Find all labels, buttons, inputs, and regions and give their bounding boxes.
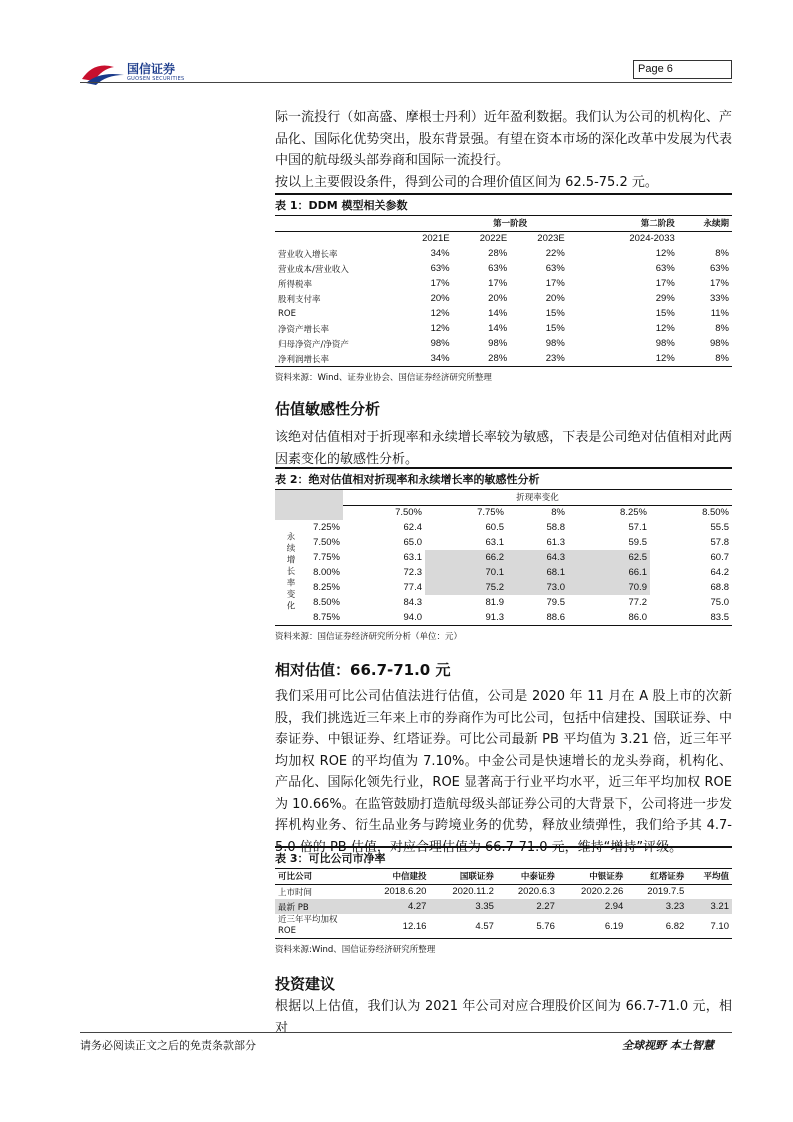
intro-conclusion: 按以上主要假设条件，得到公司的合理价值区间为 62.5-75.2 元。 <box>275 175 658 190</box>
table-row <box>275 306 732 321</box>
column-header: 中银证券 <box>589 872 624 883</box>
table-cell: 70.1 <box>425 565 507 580</box>
section-heading: 相对估值：66.7-71.0 元 <box>275 661 451 679</box>
column-header: 2022E <box>453 231 511 246</box>
table-cell: 63% <box>430 263 450 274</box>
table-cell: 88.6 <box>546 612 565 623</box>
advice-paragraph: 根据以上估值，我们认为 2021 年公司对应合理股价区间为 66.7-71.0 元，相对 <box>275 999 732 1036</box>
section-heading: 估值敏感性分析 <box>275 400 381 418</box>
table-cell: 8% <box>715 248 729 259</box>
table-cell: 63.1 <box>403 552 422 563</box>
table-source: 资料来源：国信证券经济研究所分析（单位：元） <box>275 632 463 642</box>
table-cell: 15% <box>545 308 565 319</box>
column-header: 2021E <box>395 231 453 246</box>
table-cell: 4.57 <box>475 920 494 932</box>
row-label: 净资产增长率 <box>278 324 330 335</box>
table-row <box>275 276 732 291</box>
table-cell: 20% <box>488 293 508 304</box>
table-row <box>275 246 732 261</box>
table-cell: 17% <box>545 278 565 289</box>
row-label: 7.50% <box>313 537 340 548</box>
table-cell: 91.3 <box>485 612 504 623</box>
row-label: 最新 PB <box>278 902 309 913</box>
table-cell: 33% <box>709 293 729 304</box>
table-cell: 28% <box>488 353 508 364</box>
table-cell: 60.5 <box>485 522 504 533</box>
column-group-label: 折现率变化 <box>516 493 559 504</box>
table-cell: 98% <box>488 338 508 349</box>
row-label: 营业成本/营业收入 <box>278 264 349 275</box>
table-cell: 75.0 <box>710 597 729 608</box>
table-row <box>275 595 732 610</box>
table-cell: 23% <box>545 353 565 364</box>
table-cell: 20% <box>545 293 565 304</box>
table-cell: 73.0 <box>507 580 568 595</box>
table-cell: 4.27 <box>407 901 427 912</box>
table-cell: 34% <box>430 353 450 364</box>
table-row <box>275 610 732 625</box>
table-title: 表 2：绝对估值相对折现率和永续增长率的敏感性分析 <box>275 473 540 486</box>
table-cell: 84.3 <box>403 597 422 608</box>
column-header: 红塔证券 <box>650 872 685 883</box>
table-cell: 12% <box>655 323 675 334</box>
table-cell: 58.8 <box>546 522 565 533</box>
table-row <box>275 580 732 595</box>
table-cell: 2.94 <box>604 901 624 912</box>
row-label: 净利润增长率 <box>278 354 330 365</box>
group-header: 第一阶段 <box>493 219 528 230</box>
table-cell: 65.0 <box>403 537 422 548</box>
row-label: 7.75% <box>313 552 340 563</box>
table-row <box>275 550 732 565</box>
table-row <box>275 321 732 336</box>
table-cell: 12% <box>430 323 450 334</box>
row-label: 营业收入增长率 <box>278 249 338 260</box>
ddm-table <box>275 193 732 383</box>
table-cell <box>687 884 732 899</box>
table-cell: 75.2 <box>425 580 507 595</box>
table-row <box>275 884 732 899</box>
row-label: 8.50% <box>313 597 340 608</box>
table-row <box>275 565 732 580</box>
row-label: ROE <box>278 308 296 319</box>
table-cell: 3.35 <box>475 901 494 912</box>
row-label: 8.25% <box>313 582 340 593</box>
column-header: 国联证券 <box>459 872 494 883</box>
table-cell: 2.27 <box>536 901 555 912</box>
table-row <box>275 351 732 366</box>
table-cell: 3.23 <box>665 901 685 912</box>
table-row <box>275 291 732 306</box>
row-label: 7.25% <box>313 522 340 533</box>
table-cell: 77.4 <box>403 582 422 593</box>
column-header: 8.50% <box>650 505 732 520</box>
column-header: 2024-2033 <box>568 231 678 246</box>
table-cell: 6.82 <box>665 920 685 932</box>
table-cell: 63% <box>488 263 508 274</box>
table-cell: 59.5 <box>628 537 647 548</box>
table-row <box>275 336 732 351</box>
footer-slogan: 全球视野 本土智慧 <box>622 1039 714 1052</box>
header-divider <box>80 82 732 83</box>
row-label: 股利支付率 <box>278 294 321 305</box>
column-header: 可比公司 <box>278 872 313 883</box>
table-cell: 2020.6.3 <box>517 886 555 898</box>
column-header: 2023E <box>510 231 568 246</box>
table-cell: 2020.11.2 <box>452 886 494 898</box>
column-header: 7.75% <box>425 505 507 520</box>
relative-valuation-paragraph: 我们采用可比公司估值法进行估值，公司是 2020 年 11 月在 A 股上市的次新股，我们挑选近三年来上市的券商作为可比公司，包括中信建投、国联证券、中泰证券、中银证券、红塔证券。可比公司最新 PB 平均值为 3.21 倍，近三年平均加权 ROE 的平均值为 7.10%。中金公司是快速增长的龙头券商，机构化、产品化、国际化领先行业，ROE 显著高于行业平均水平，近三年平均加权 ROE 为 10.66%。在监管鼓励打造航母级头部证券公司的大背景下，公司将进一步发挥机构业务、衍生品业务与跨境业务的优势，释放业绩弹性，我们给予其 4.7-5.0 倍的 PB 估值，对应合理估值为 66.7-71.0 元，维持“增持”评级。 <box>275 689 732 855</box>
row-label: 上市时间 <box>278 887 313 898</box>
table-cell: 20% <box>430 293 450 304</box>
table-cell: 68.1 <box>507 565 568 580</box>
column-header: 中信建投 <box>392 872 427 883</box>
comparable-table <box>275 846 732 955</box>
row-label: 所得税率 <box>278 279 313 290</box>
table-row <box>275 914 732 938</box>
column-header: 中泰证券 <box>520 872 555 883</box>
table-cell: 15% <box>545 323 565 334</box>
table-cell: 2019.7.5 <box>647 886 685 898</box>
sensitivity-paragraph: 该绝对估值相对于折现率和永续增长率较为敏感，下表是公司绝对估值相对此两因素变化的敏感性分析。 <box>275 430 732 467</box>
table-cell: 8% <box>715 353 729 364</box>
table-cell: 66.1 <box>568 565 650 580</box>
table-cell: 7.10 <box>710 920 729 932</box>
row-label: 近三年平均加权 ROE <box>278 915 338 936</box>
table-source: 资料来源：Wind、证券业协会、国信证券经济研究所整理 <box>275 373 492 383</box>
table-cell: 28% <box>488 248 508 259</box>
column-header: 8% <box>507 505 568 520</box>
footer-disclaimer: 请务必阅读正文之后的免责条款部分 <box>80 1039 256 1052</box>
table-cell: 98% <box>655 338 675 349</box>
logo-subtitle: GUOSEN SECURITIES <box>127 76 185 82</box>
table-cell: 98% <box>430 338 450 349</box>
table-cell: 12% <box>655 353 675 364</box>
table-cell: 70.9 <box>568 580 650 595</box>
table-cell: 12.16 <box>402 920 427 932</box>
column-header: 7.50% <box>343 505 425 520</box>
page-number: Page 6 <box>633 60 732 79</box>
row-label: 8.75% <box>313 612 340 623</box>
table-cell: 11% <box>710 308 729 319</box>
table-cell: 17% <box>488 278 508 289</box>
row-label: 归母净资产/净资产 <box>278 339 349 350</box>
table-cell: 2018.6.20 <box>384 886 427 898</box>
table-cell: 57.1 <box>628 522 647 533</box>
table-cell: 72.3 <box>403 567 422 578</box>
table-cell: 62.5 <box>568 550 650 565</box>
table-cell: 14% <box>488 323 508 334</box>
table-cell: 12% <box>655 248 675 259</box>
table-cell: 34% <box>430 248 450 259</box>
table-cell: 14% <box>488 308 508 319</box>
table-cell: 29% <box>655 293 675 304</box>
table-cell: 63% <box>545 263 565 274</box>
table-cell: 55.5 <box>710 522 729 533</box>
intro-paragraph: 际一流投行（如高盛、摩根士丹利）近年盈利数据。我们认为公司的机构化、产品化、国际化优势突出，股东背景强。有望在资本市场的深化改革中发展为代表中国的航母级头部券商和国际一流投行。 <box>275 110 732 168</box>
table-cell: 12% <box>430 308 450 319</box>
table-title: 表 3：可比公司市净率 <box>275 852 386 865</box>
table-cell: 81.9 <box>485 597 504 608</box>
table-row <box>275 520 732 535</box>
table-cell: 2020.2.26 <box>581 886 624 898</box>
table-cell: 79.5 <box>546 597 565 608</box>
table-cell: 98% <box>545 338 565 349</box>
table-cell: 15% <box>655 308 675 319</box>
table-cell: 6.19 <box>604 920 624 932</box>
table-cell: 63% <box>655 263 675 274</box>
sensitivity-table <box>275 467 732 642</box>
table-cell: 83.5 <box>710 612 729 623</box>
table-cell: 61.3 <box>546 537 565 548</box>
table-cell: 77.2 <box>628 597 647 608</box>
row-label: 8.00% <box>313 567 340 578</box>
table-cell: 8% <box>715 323 729 334</box>
table-cell: 66.2 <box>425 550 507 565</box>
table-cell: 5.76 <box>536 920 555 932</box>
table-cell: 57.8 <box>710 537 729 548</box>
table-cell: 64.3 <box>507 550 568 565</box>
logo-text: 国信证券 <box>127 62 176 76</box>
table-cell: 63.1 <box>485 537 504 548</box>
table-cell: 17% <box>655 278 675 289</box>
group-header: 第二阶段 <box>640 219 675 230</box>
table-cell: 3.21 <box>710 901 729 912</box>
table-cell: 17% <box>709 278 729 289</box>
table-cell: 22% <box>545 248 565 259</box>
table-cell: 62.4 <box>403 522 422 533</box>
group-header: 永续期 <box>703 219 729 230</box>
table-cell: 86.0 <box>628 612 647 623</box>
table-cell: 94.0 <box>403 612 422 623</box>
row-group-label: 永续增长率变化 <box>285 532 295 613</box>
table-row <box>275 899 732 914</box>
table-cell: 60.7 <box>710 552 729 563</box>
table-cell: 17% <box>430 278 450 289</box>
column-header: 平均值 <box>703 872 729 883</box>
table-row <box>275 535 732 550</box>
column-header: 8.25% <box>568 505 650 520</box>
table-cell: 98% <box>709 338 729 349</box>
table-cell: 63% <box>709 263 729 274</box>
section-heading: 投资建议 <box>275 975 336 993</box>
table-source: 资料来源:Wind、国信证券经济研究所整理 <box>275 945 436 955</box>
table-row <box>275 261 732 276</box>
table-cell: 68.8 <box>710 582 729 593</box>
table-title: 表 1：DDM 模型相关参数 <box>275 199 408 212</box>
footer-divider <box>80 1032 732 1033</box>
table-cell: 64.2 <box>710 567 729 578</box>
